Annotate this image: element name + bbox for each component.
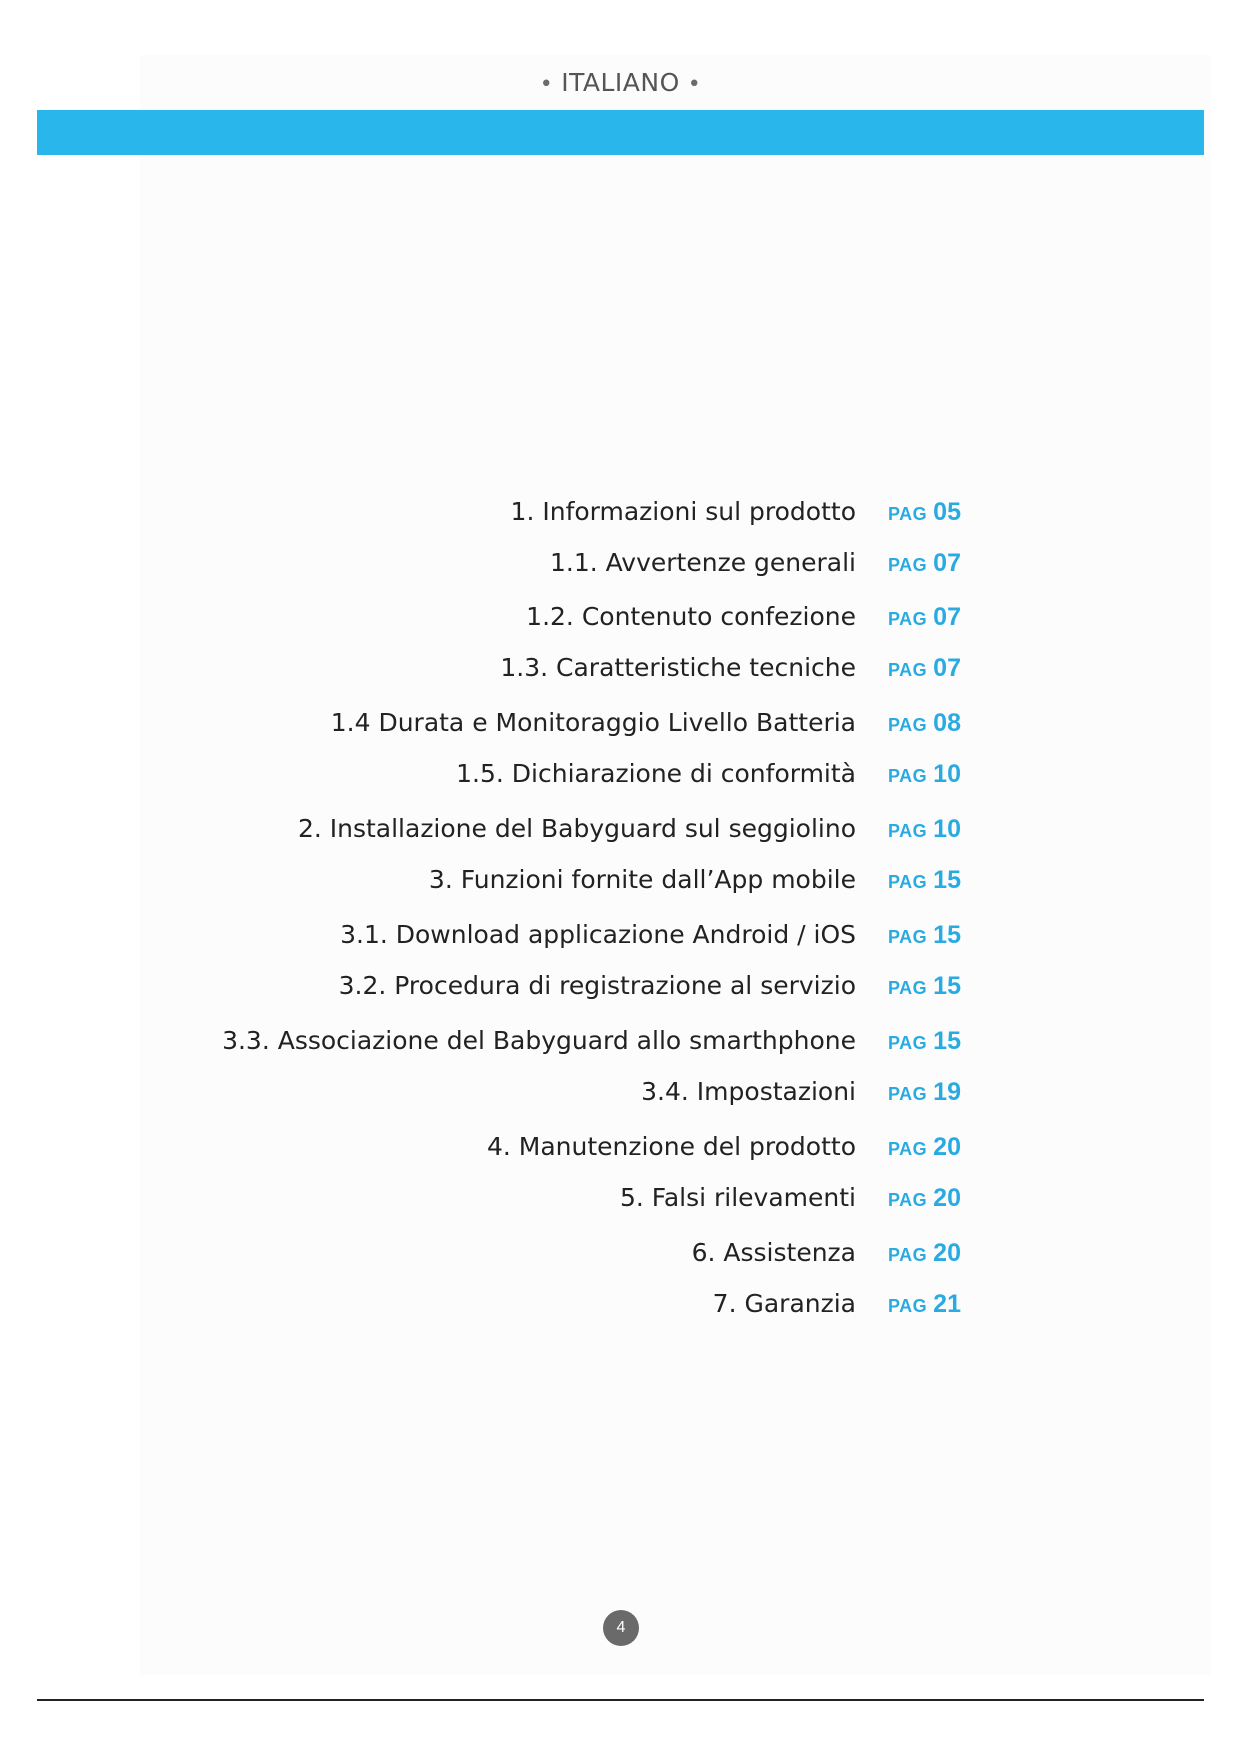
- pag-label: PAG: [888, 1245, 928, 1265]
- page-number-ref: 08: [933, 709, 961, 737]
- toc-entry-title: 3.3. Associazione del Babyguard allo smarthphone: [222, 1026, 856, 1055]
- bullet-dot-right: •: [687, 72, 702, 97]
- toc-entry-title: 4. Manutenzione del prodotto: [486, 1132, 856, 1161]
- toc-entry-page-ref: [888, 862, 961, 902]
- page-number-ref: 10: [933, 760, 961, 788]
- toc-entry[interactable]: [0, 1074, 1241, 1114]
- toc-entry[interactable]: [0, 811, 1241, 851]
- toc-entry-title: 6. Assistenza: [691, 1238, 856, 1267]
- toc-entry[interactable]: [0, 545, 1241, 585]
- page-number-ref: 05: [933, 498, 961, 526]
- toc-entry-title: 1.4 Durata e Monitoraggio Livello Batteria: [330, 708, 856, 737]
- pag-label: PAG: [888, 660, 928, 680]
- toc-entry-title: 5. Falsi rilevamenti: [619, 1183, 856, 1212]
- page-number-ref: 21: [933, 1290, 961, 1318]
- page-number-ref: 15: [933, 1027, 961, 1055]
- pag-label: PAG: [888, 1296, 928, 1316]
- toc-entry-title: 1.2. Contenuto confezione: [526, 602, 856, 631]
- toc-entry-page-ref: [888, 1129, 961, 1169]
- footer-divider: [37, 1699, 1204, 1701]
- pag-label: PAG: [888, 1190, 928, 1210]
- language-label: ITALIANO: [561, 68, 680, 97]
- toc-entry[interactable]: [0, 1235, 1241, 1275]
- toc-entry-page-ref: [888, 1023, 961, 1063]
- page-number-ref: 15: [933, 866, 961, 894]
- page-number-ref: 07: [933, 549, 961, 577]
- toc-entry-page-ref: [888, 705, 961, 745]
- toc-entry-title: 1. Informazioni sul prodotto: [510, 497, 856, 526]
- pag-label: PAG: [888, 872, 928, 892]
- pag-label: PAG: [888, 1033, 928, 1053]
- pag-label: PAG: [888, 978, 928, 998]
- pag-label: PAG: [888, 504, 928, 524]
- toc-entry[interactable]: [0, 862, 1241, 902]
- toc-entry-page-ref: [888, 599, 961, 639]
- toc-entry[interactable]: [0, 1129, 1241, 1169]
- toc-entry-title: 3.2. Procedura di registrazione al servizio: [338, 971, 856, 1000]
- page-number-ref: 07: [933, 603, 961, 631]
- bullet-dot-left: •: [539, 72, 554, 97]
- pag-label: PAG: [888, 715, 928, 735]
- pag-label: PAG: [888, 766, 928, 786]
- toc-entry-title: 3. Funzioni fornite dall’App mobile: [428, 865, 856, 894]
- toc-entry-page-ref: [888, 917, 961, 957]
- page-number-ref: 07: [933, 654, 961, 682]
- toc-entry-title: 1.3. Caratteristiche tecniche: [500, 653, 856, 682]
- page-number-ref: 15: [933, 972, 961, 1000]
- page-number-badge: 4: [603, 1610, 639, 1646]
- page-number-ref: 20: [933, 1184, 961, 1212]
- pag-label: PAG: [888, 555, 928, 575]
- toc-entry[interactable]: [0, 599, 1241, 639]
- pag-label: PAG: [888, 1139, 928, 1159]
- toc-entry-page-ref: [888, 545, 961, 585]
- toc-entry-page-ref: [888, 1074, 961, 1114]
- pag-label: PAG: [888, 1084, 928, 1104]
- toc-entry-title: 2. Installazione del Babyguard sul seggiolino: [297, 814, 856, 843]
- toc-entry[interactable]: [0, 650, 1241, 690]
- toc-entry[interactable]: [0, 705, 1241, 745]
- toc-entry[interactable]: [0, 1286, 1241, 1326]
- page-number-ref: 20: [933, 1239, 961, 1267]
- page-number-ref: 10: [933, 815, 961, 843]
- toc-entry[interactable]: [0, 1180, 1241, 1220]
- toc-entry[interactable]: [0, 917, 1241, 957]
- toc-entry-page-ref: [888, 811, 961, 851]
- toc-entry-page-ref: [888, 1180, 961, 1220]
- pag-label: PAG: [888, 609, 928, 629]
- toc-entry[interactable]: [0, 1023, 1241, 1063]
- toc-entry-page-ref: [888, 494, 961, 534]
- toc-entry-title: 3.1. Download applicazione Android / iOS: [340, 920, 856, 949]
- toc-entry-page-ref: [888, 756, 961, 796]
- toc-entry[interactable]: [0, 968, 1241, 1008]
- toc-entry-title: 1.5. Dichiarazione di conformità: [456, 759, 856, 788]
- toc-entry-page-ref: [888, 650, 961, 690]
- toc-entry-page-ref: [888, 1286, 961, 1326]
- pag-label: PAG: [888, 927, 928, 947]
- toc-entry-title: 3.4. Impostazioni: [641, 1077, 856, 1106]
- page-number-ref: 15: [933, 921, 961, 949]
- toc-entry-page-ref: [888, 1235, 961, 1275]
- page-number-ref: 19: [933, 1078, 961, 1106]
- toc-entry-title: 1.1. Avvertenze generali: [550, 548, 856, 577]
- toc-entry[interactable]: [0, 756, 1241, 796]
- pag-label: PAG: [888, 821, 928, 841]
- toc-entry[interactable]: [0, 494, 1241, 534]
- toc-entry-page-ref: [888, 968, 961, 1008]
- page-number-ref: 20: [933, 1133, 961, 1161]
- toc-entry-title: 7. Garanzia: [712, 1289, 856, 1318]
